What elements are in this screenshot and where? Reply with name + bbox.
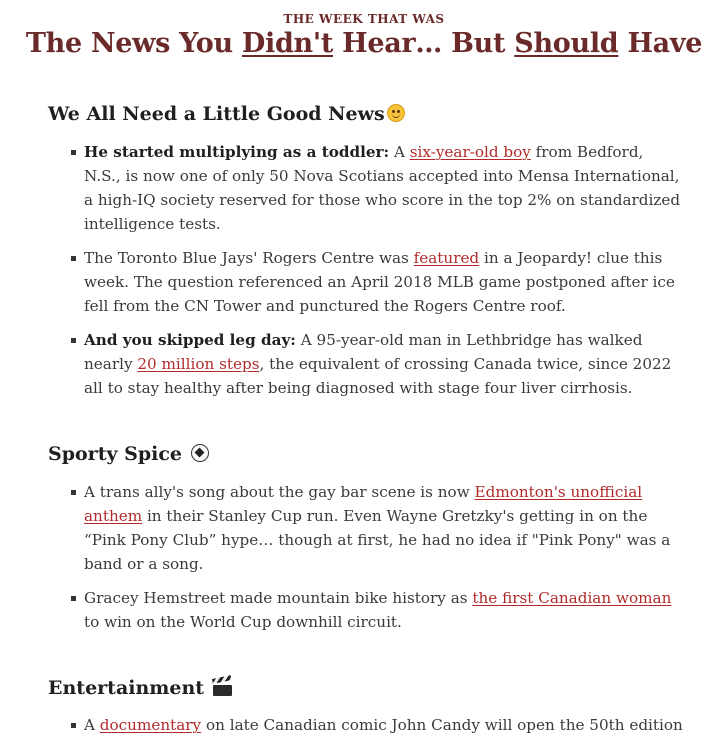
item-text: in a Jeopardy! clue this week. The question referenced an April 2018 MLB game postponed after ice fell from the CN Tower and punctured the Rogers Centre roof. <box>84 249 675 315</box>
item-text: on late Canadian comic John Candy will open the 50th edition <box>201 716 683 734</box>
item-text: in their Stanley Cup run. Even Wayne Gretzky's getting in on the “Pink Pony Club” hype… though at first, he had no idea if "Pink Pony" was a band or a song. <box>84 507 671 573</box>
title-part: Hear… But <box>333 28 515 59</box>
section-title-text: Sporty Spice <box>48 443 183 465</box>
section-title-text: We All Need a Little Good News <box>48 103 385 125</box>
list-item <box>84 140 684 236</box>
item-link[interactable]: documentary <box>99 716 202 734</box>
sporty-spice-list <box>84 480 684 644</box>
item-text: to win on the World Cup downhill circuit. <box>84 613 402 631</box>
title-part-underlined: Should <box>514 28 619 59</box>
item-link[interactable]: the first Canadian woman <box>472 589 672 607</box>
title-part: The News You <box>25 28 242 59</box>
section-title-text: Entertainment <box>48 677 205 699</box>
item-link[interactable]: Edmonton's unofficial anthem <box>84 483 643 525</box>
list-item <box>84 713 684 737</box>
eyebrow-label: THE WEEK THAT WAS <box>283 12 445 26</box>
soccer-ball-icon <box>191 444 209 462</box>
section-title-sporty-spice <box>48 443 209 465</box>
title-part: Have <box>618 28 703 59</box>
list-item <box>84 586 684 634</box>
item-text: The Toronto Blue Jays' Rogers Centre was <box>84 249 414 267</box>
section-title-good-news <box>48 103 405 125</box>
list-item <box>84 328 684 400</box>
clapperboard-icon <box>213 679 232 696</box>
smiley-face-icon <box>387 104 405 122</box>
item-link[interactable]: 20 million steps <box>137 355 260 373</box>
list-item <box>84 480 684 576</box>
item-text: , the equivalent of crossing Canada twice, since 2022 all to stay healthy after being diagnosed with stage four liver cirrhosis. <box>84 355 672 397</box>
list-item <box>84 246 684 318</box>
section-title-entertainment <box>48 677 232 699</box>
item-text: A trans ally's song about the gay bar scene is now <box>84 483 475 501</box>
item-lead: He started multiplying as a toddler: <box>84 143 390 161</box>
title-part-underlined: Didn't <box>241 28 334 59</box>
item-lead: And you skipped leg day: <box>84 331 296 349</box>
item-link[interactable]: featured <box>413 249 480 267</box>
entertainment-list <box>84 713 684 747</box>
item-text: A 95-year-old man in Lethbridge has walked nearly <box>84 331 643 373</box>
item-text: Gracey Hemstreet made mountain bike history as <box>84 589 473 607</box>
item-link[interactable]: six-year-old boy <box>409 143 531 161</box>
page-title <box>0 28 728 59</box>
item-text: A <box>84 716 100 734</box>
good-news-list <box>84 140 684 410</box>
item-text: A <box>389 143 410 161</box>
item-text: from Bedford, N.S., is now one of only 50 Nova Scotians accepted into Mensa International, a high-IQ society reserved for those who score in the top 2% on standardized intelligence tests. <box>84 143 681 233</box>
